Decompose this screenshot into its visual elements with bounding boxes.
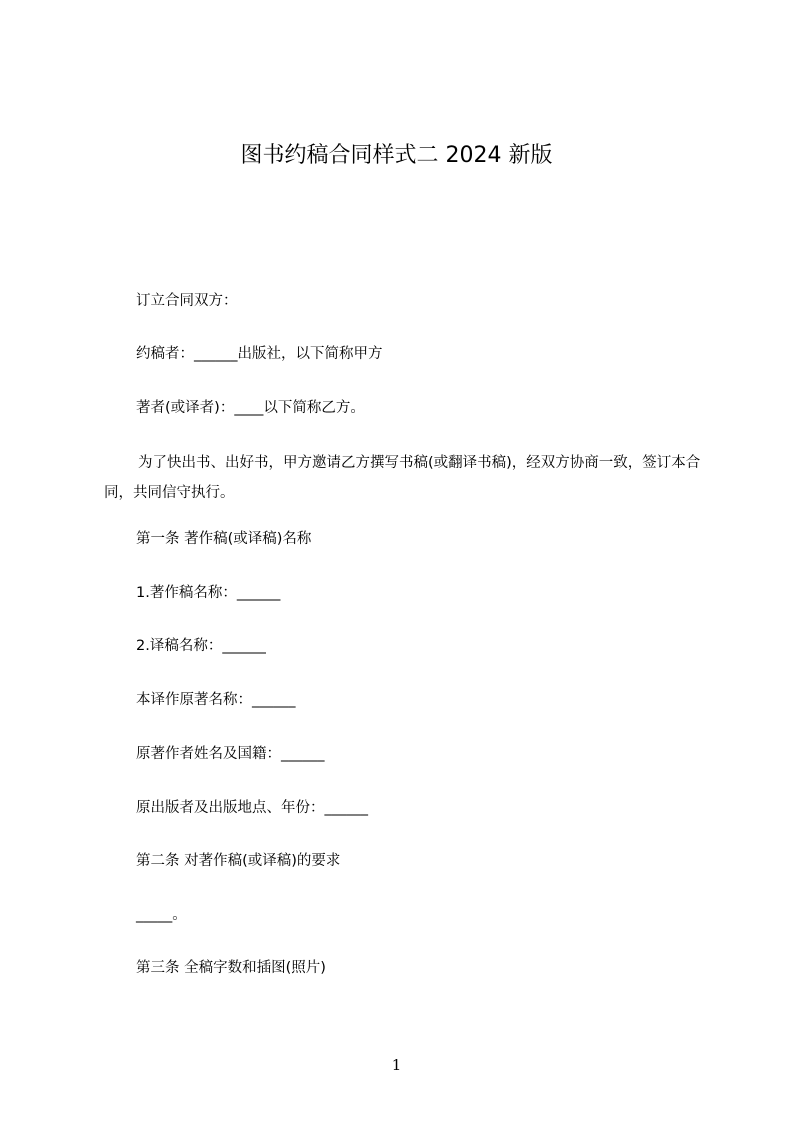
original-work-name-field: 本译作原著名称：______ [136, 692, 296, 708]
manuscript-name-field: 1.著作稿名称：______ [136, 585, 281, 601]
article-three-heading: 第三条 全稿字数和插图(照片) [136, 960, 326, 976]
original-author-field: 原著作者姓名及国籍：______ [136, 746, 325, 762]
preamble-paragraph [104, 448, 704, 508]
translation-name-field: 2.译稿名称：______ [136, 638, 266, 654]
page-number: 1 [391, 1056, 402, 1074]
author-party-line: 著者(或译者)：____以下简称乙方。 [136, 400, 365, 416]
article-one-heading: 第一条 著作稿(或译稿)名称 [136, 531, 312, 547]
original-publisher-field: 原出版者及出版地点、年份：______ [136, 800, 368, 816]
article-two-heading: 第二条 对著作稿(或译稿)的要求 [136, 853, 341, 869]
preamble-text: 为了快出书、出好书，甲方邀请乙方撰写书稿(或翻译书稿)，经双方协商一致，签订本合同，共同信守执行。 [104, 455, 701, 501]
document-title: 图书约稿合同样式二 2024 新版 [240, 143, 553, 168]
requirements-blank: _____。 [136, 907, 187, 923]
commissioning-party-line: 约稿者：______出版社，以下简称甲方 [136, 346, 383, 362]
contract-parties-heading: 订立合同双方： [136, 293, 238, 309]
